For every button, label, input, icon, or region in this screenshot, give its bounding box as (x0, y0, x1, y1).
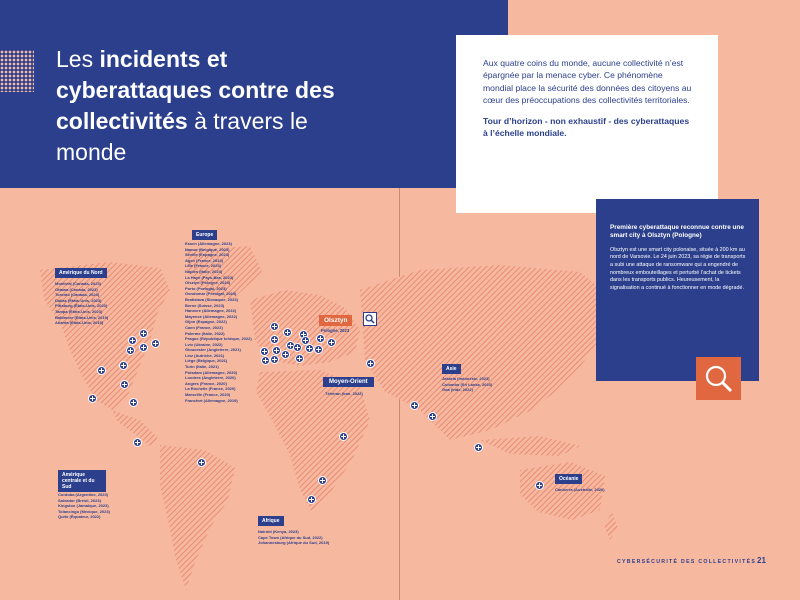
landmass-asia (360, 265, 615, 440)
plus-marker-icon[interactable] (270, 322, 279, 331)
plus-marker-icon[interactable] (88, 394, 97, 403)
search-icon[interactable] (363, 312, 377, 326)
plus-marker-icon[interactable] (128, 336, 137, 345)
plus-marker-icon[interactable] (126, 346, 135, 355)
plus-marker-icon[interactable] (120, 380, 129, 389)
intro-paragraph: Aux quatre coins du monde, aucune collectivité n’est épargnée par la menace cyber. Ce phénomène mondial place la sécurité des données des citoyens au cœur des préoccupations des collectivités territoriales. (483, 58, 692, 105)
olsztyn-label[interactable]: Olsztyn (319, 315, 352, 326)
plus-marker-icon[interactable] (133, 438, 142, 447)
city-list-afrique: Nairobi (Kenya, 2023) Cape Town (Afrique du Sud, 2022) Johannesburg (Afrique du Sud, 2019) (258, 529, 330, 546)
plus-marker-icon[interactable] (305, 344, 314, 353)
plus-marker-icon[interactable] (295, 354, 304, 363)
plus-marker-icon[interactable] (260, 347, 269, 356)
region-label-europe: Europe (192, 230, 217, 240)
page-title: Les incidents et cyberattaques contre des collectivités à travers le monde (56, 46, 335, 165)
plus-marker-icon[interactable] (316, 334, 325, 343)
olsztyn-panel (596, 199, 759, 381)
plus-marker-icon[interactable] (270, 335, 279, 344)
region-label-oceanie: Océanie (555, 474, 582, 484)
plus-marker-icon[interactable] (139, 343, 148, 352)
region-label-afrique: Afrique (258, 516, 284, 526)
region-label-moyen-orient: Moyen-Orient (323, 377, 374, 387)
landmass-new-zealand (604, 512, 618, 540)
city-list-europe: Essen (Allemagne, 2023) Namur (Belgique, 2023) Séville (Espagne, 2023) Agen (France, 2023) Lille (France, 2023) Naples (Italie, 2023) La Haye (Pays-Bas, 2023) Olsztyn (Pologne, 2023) Porto (Portugal, 2023) Gondomar (Portugal, 2023) Bratislava (Slovaquie, 2023) Berne (Suisse, 2023) Hanovre (Allemagne, 2022) Mayence (Allemagne, 2022) Gijon (Espagne, 2022) Caen (France, 2022) Palerme (Italie, 2022) Prague (République tchèque, 2022) Lviv (Ukraine, 2022) Gloucester (Angleterre, 2021) Linz (Autriche, 2021) Liège (Belgique, 2021) Turin (Italie, 2021) Potsdam (Allemagne, 2020) Londres (Angleterre, 2020) Angers (France, 2020) La Rochelle (France, 2020) Marseille (France, 2020) Francfort (Allemagne, 2019) (185, 241, 252, 403)
plus-marker-icon[interactable] (129, 398, 138, 407)
plus-marker-icon[interactable] (281, 350, 290, 359)
plus-marker-icon[interactable] (139, 329, 148, 338)
plus-marker-icon[interactable] (151, 339, 160, 348)
intro-bold: Tour d’horizon - non exhaustif - des cyberattaques à l’échelle mondiale. (483, 116, 690, 139)
plus-marker-icon[interactable] (318, 476, 327, 485)
city-list-amerique-nord: Montréal (Canada, 2023) Ottawa (Canada, 2023) Toronto (Canada, 2023) Dallas (États-Unis, 2023) Pittsburg (États-Unis, 2023) Tampa (États-Unis, 2023) Baltimore (États-Unis, 2019) Atlanta (États-Unis, 2018) (55, 281, 109, 326)
plus-marker-icon[interactable] (97, 366, 106, 375)
plus-marker-icon[interactable] (307, 495, 316, 504)
panel-body: Olsztyn est une smart city polonaise, située à 200 km au nord de Varsovie. Le 24 juin 2023, sa régie de transports a subi une attaque de ransomware qui a engendré de nombreux embouteillages et perturbé l’achat de tickets dans les transports publics. Heureusement, la signalisation a continué à fonctionner en mode dégradé. (610, 246, 746, 291)
city-list-asie: Jakarta (Indonésie, 2023) Colombo (Sri Lanka, 2023) Goa (Inde, 2022) (442, 376, 493, 393)
region-label-amerique-sud: Amérique centrale et du Sud (58, 470, 106, 492)
plus-marker-icon[interactable] (366, 359, 375, 368)
plus-marker-icon[interactable] (410, 401, 419, 410)
plus-marker-icon[interactable] (197, 458, 206, 467)
plus-marker-icon[interactable] (261, 356, 270, 365)
city-list-moyen-orient: Téhéran (Iran, 2022) (325, 391, 363, 396)
plus-marker-icon[interactable] (535, 481, 544, 490)
plus-marker-icon[interactable] (339, 432, 348, 441)
landmass-south-america (160, 445, 235, 590)
plus-marker-icon[interactable] (314, 345, 323, 354)
plus-marker-icon[interactable] (428, 412, 437, 421)
plus-marker-icon[interactable] (272, 346, 281, 355)
region-label-asie: Asie (442, 364, 461, 374)
region-label-amerique-nord: Amérique du Nord (55, 268, 107, 278)
plus-marker-icon[interactable] (474, 443, 483, 452)
city-list-oceanie: Canberra (Australie, 2020) (555, 487, 605, 492)
plus-marker-icon[interactable] (293, 343, 302, 352)
panel-heading: Première cyberattaque reconnue contre une smart city à Olsztyn (Pologne) (610, 224, 744, 240)
plus-marker-icon[interactable] (283, 328, 292, 337)
plus-marker-icon[interactable] (327, 338, 336, 347)
landmass-indonesia (480, 436, 580, 456)
search-icon[interactable] (696, 357, 741, 400)
page-number: 21 (757, 556, 766, 565)
plus-marker-icon[interactable] (270, 355, 279, 364)
footer-text: CYBERSÉCURITÉ DES COLLECTIVITÉS (617, 559, 757, 565)
olsztyn-subtitle: Pologne, 2023 (321, 328, 350, 333)
city-list-amerique-sud: Cordoba (Argentine, 2023) Salvador (Brésil, 2023) Kingston (Jamaïque, 2023) Tolancingo (Mexique, 2023) Quito (Équateur, 2022) (58, 492, 110, 520)
plus-marker-icon[interactable] (119, 361, 128, 370)
